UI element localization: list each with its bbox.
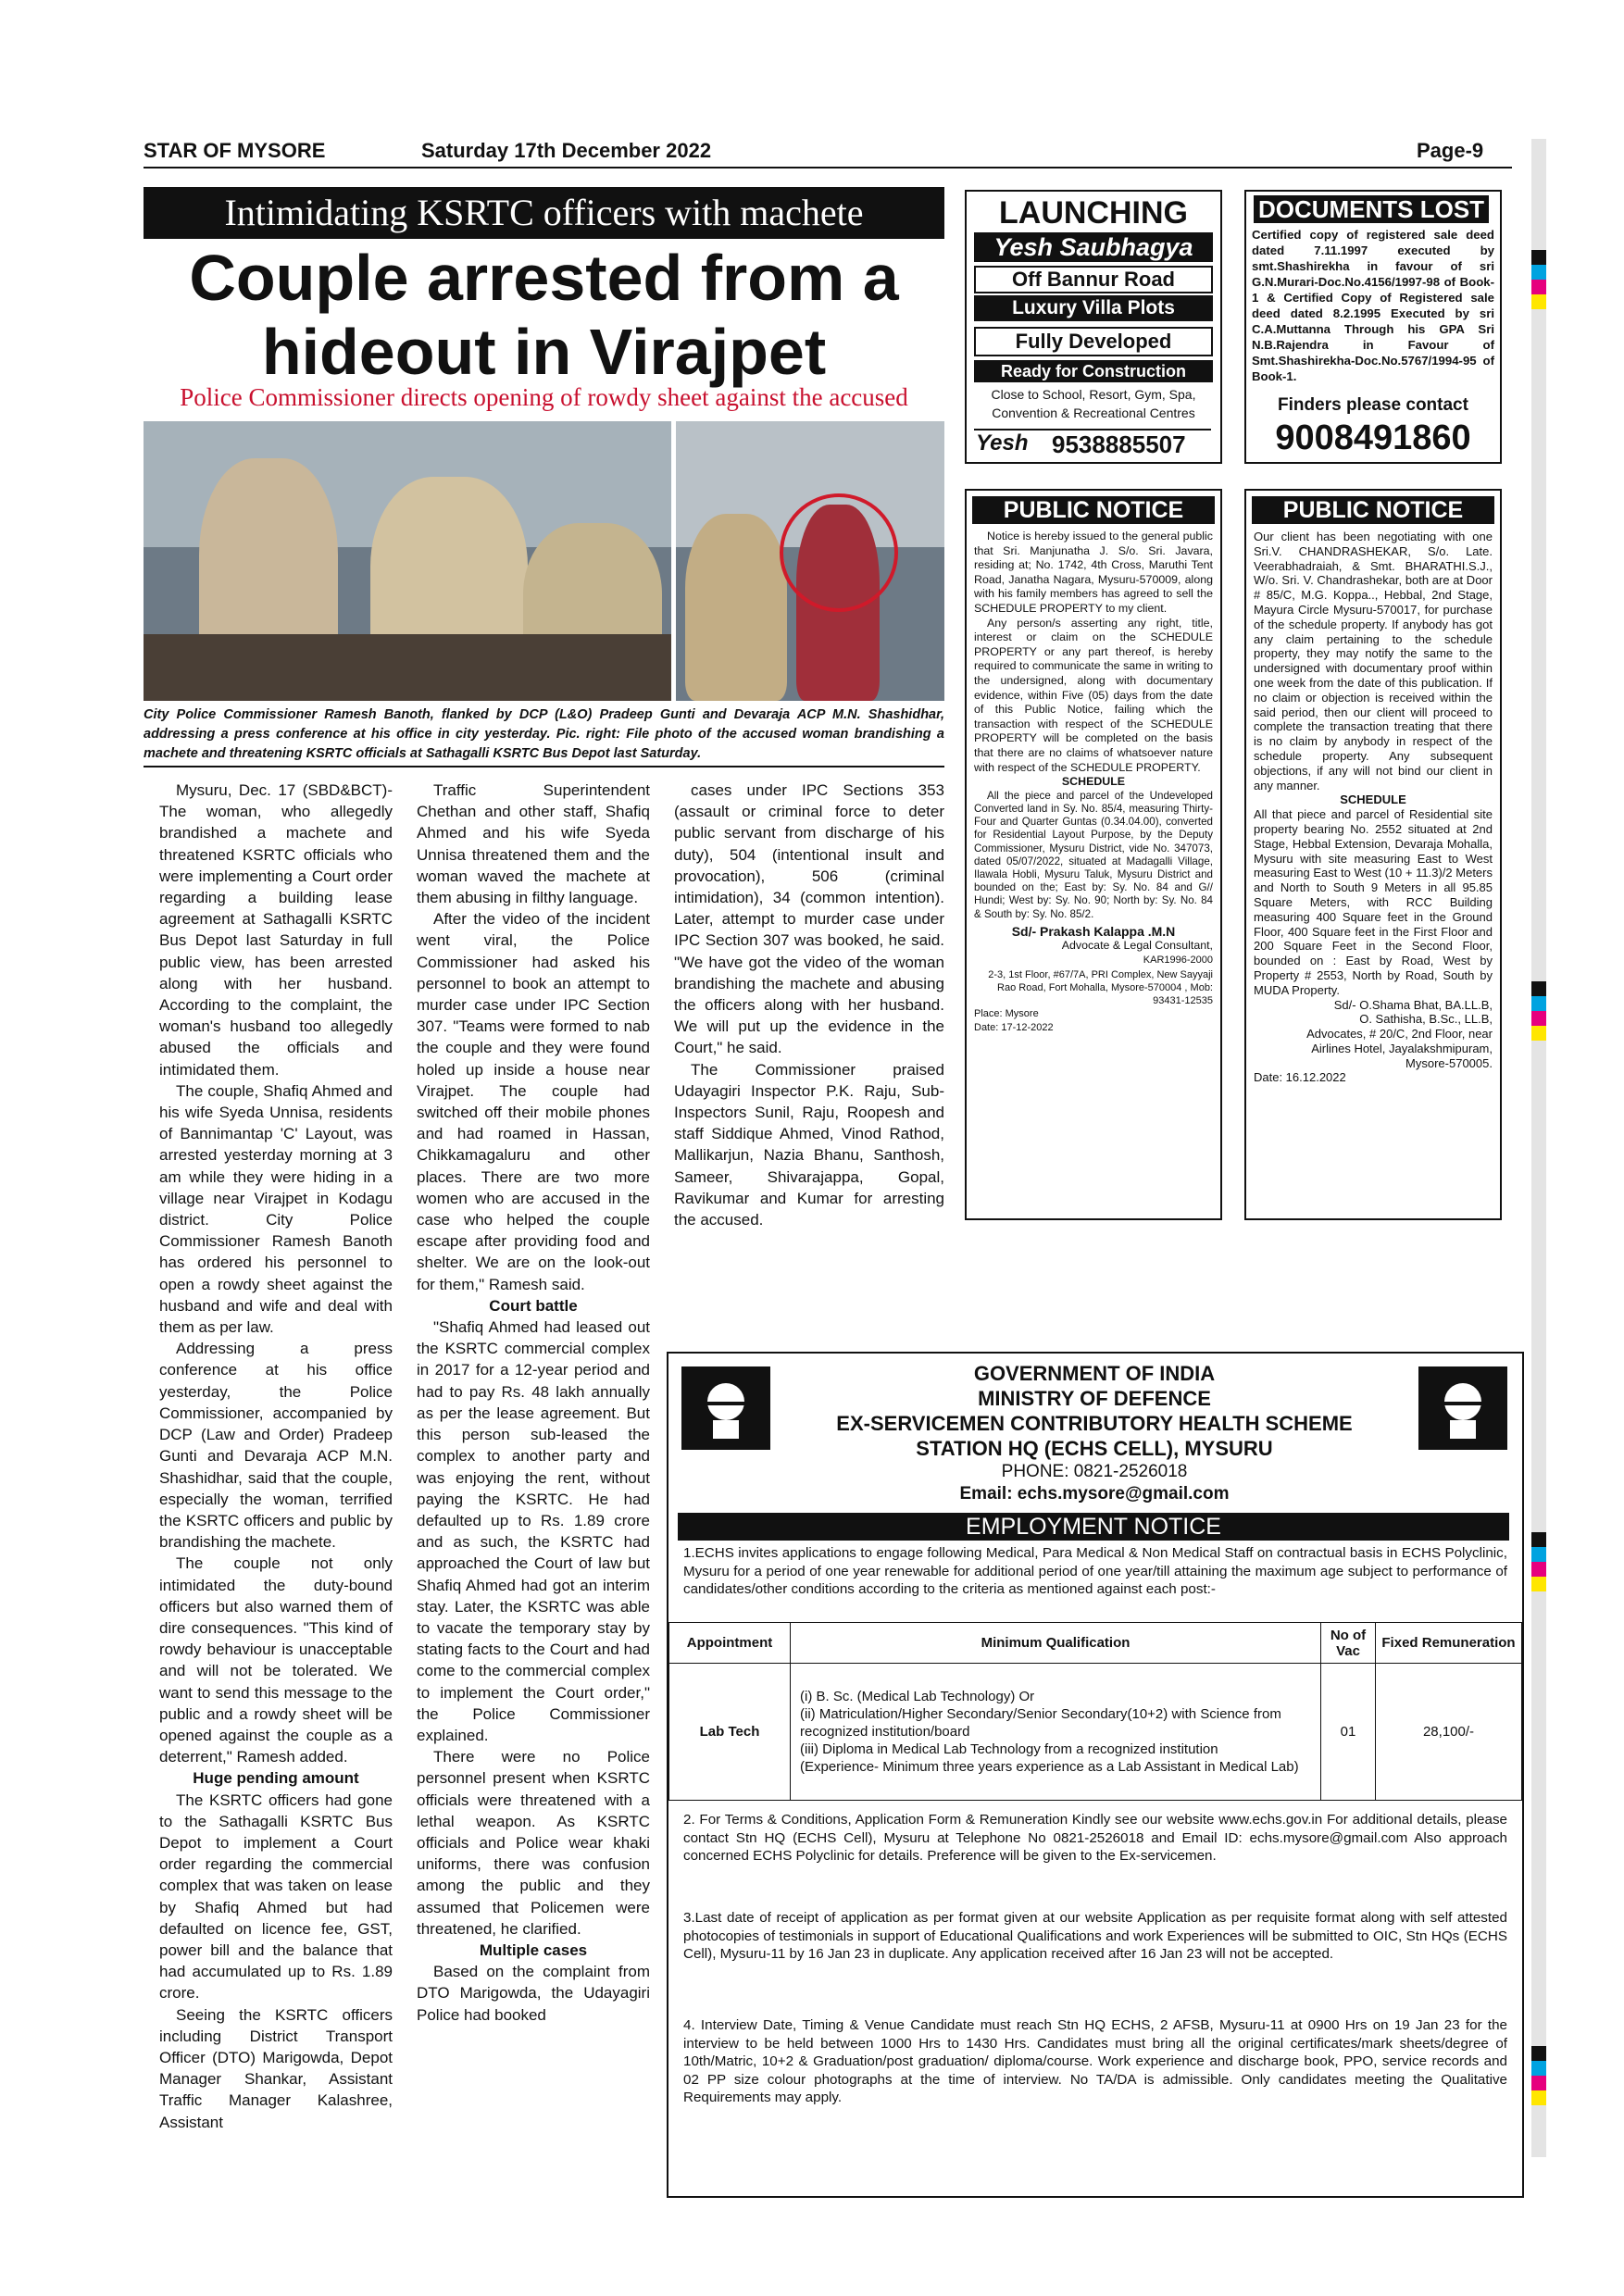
echs-para-3: 3.Last date of receipt of application as per format given at our website Application as per requisite format along with self attested photocopies of testimonials in support of Educational Qualifications and work Experiences will be submitted to OIC, Stn HQs (ECHS Cell), Mysuru-11 by 16 Jan 23 in duplicate. Any application received after 16 Jan 23 will not be accepted. [683, 1910, 1507, 1962]
echs-para-4: 4. Interview Date, Timing & Venue Candidate must reach Stn HQ ECHS, 2 AFSB, Mysuru-11 at 0900 Hrs on 19 Jan 23 for the interview to be held between 1000 Hrs to 1430 Hrs. Candidates must bring all the original certificates/mark sheets/degree of 10th/Matric, 10+2 & Graduation/post graduation/ diploma/course. Work experience and discharge book, PPO, service records and 02 PP size colour photographs at the time of interview. No TA/DA is admissible. Only candidates meeting the Qualitative Requirements may apply. [683, 2017, 1507, 2105]
ad-launch-road: Off Bannur Road [974, 266, 1213, 293]
color-registration-marks [1531, 250, 1546, 309]
documents-lost-ad [1244, 190, 1502, 464]
echs-para-2: 2. For Terms & Conditions, Application Form & Remuneration Kindly see our website www.echs.gov.in For additional details, please contact Stn HQ (ECHS Cell), Mysuru at Telephone No 0821-2526018 and Email ID: echs.mysore@gmail.com Also approach concerned ECHS Polyclinic for details. Preference will be given to the Ex-servicemen. [683, 1812, 1507, 1864]
ad-launch-developed: Fully Developed [974, 327, 1213, 356]
emblem-icon [1418, 1366, 1507, 1450]
color-registration-marks [1531, 981, 1546, 1041]
header-rule [144, 167, 1512, 168]
notice-schedule: All the piece and parcel of the Undeveloped Converted land in Sy. No. 85/4, measuring Thirty-Four and Quarter Guntas (0.34.04.00), converted for Residential Layout Purpose, by the Deputy Commissioner, Mysuru District, vide No. 347073, dated 05/07/2022, situated at Madagalli Village, Ilawala Hobli, Mysuru Taluk, Mysuru District and bounded on the; East by: Sy. No. 84 and G// Hundi; West by: Sy. No. 90; North by: Sy. No. 84 & South by: Sy. No. 85/2. [974, 789, 1213, 920]
th-appointment: Appointment [669, 1623, 791, 1664]
notice-address: Airlines Hotel, Jayalakshmipuram, [1311, 1041, 1493, 1055]
cell-qualification [791, 1664, 1321, 1801]
echs-scheme: EX-SERVICEMEN CONTRIBUTORY HEALTH SCHEME [836, 1412, 1353, 1435]
subheading: Multiple cases [479, 1940, 588, 1959]
story-column-3 [674, 780, 944, 1230]
notice-title: PUBLIC NOTICE [972, 496, 1215, 524]
story-column-2 [417, 780, 650, 2026]
notice-address: 2-3, 1st Floor, #67/7A, PRI Complex, New Sayyaji Rao Road, Fort Mohalla, Mysore-570004 , Mob: 93431-12535 [988, 968, 1213, 1006]
qualification-line: (i) B. Sc. (Medical Lab Technology) Or [800, 1689, 1035, 1704]
notice-signatory: Sd/- Prakash Kalappa .M.N [1011, 923, 1176, 939]
story-paragraph: The Commissioner praised Udayagiri Inspector P.K. Raju, Sub-Inspectors Sunil, Raju, Roopesh and staff Siddique Ahmed, Vinod Rathod, Mallikarjun, Nazia Bhanu, Santhosh, Sameer, Shivarajappa, Gopal, Ravikumar and Kumar for arresting the accused. [674, 1060, 944, 1229]
print-margin-bar [1531, 139, 1546, 2157]
subheading: Huge pending amount [193, 1769, 359, 1788]
story-paragraph: cases under IPC Sections 353 (assault or criminal force to deter public servant from discharge of his duty), 504 (intentional insult and provocation), 506 (criminal intimidation), 34 (common intention). Later, attempt to murder case under IPC Section 307 was booked, he said. "We have got the video of the woman brandishing the machete and abusing the officers along with her husband. We will put up the evidence in the Court," he said. [674, 781, 944, 1057]
page-number: Page-9 [1417, 139, 1484, 162]
ad-launch-feature-2: Convention & Recreational Centres [992, 406, 1195, 420]
emblem-icon [681, 1366, 770, 1450]
docs-lost-body: Certified copy of registered sale deed dated 7.11.1997 executed by smt.Shashirekha in favour of sri G.N.Murari-Doc.No.4156/1997-98 of Book-1 & Certified Copy of Registered sale deed dated 8.2.1995 Executed by sri C.A.Muttanna Through his GPA Sri N.B.Rajendra in Favour of Smt.Shashirekha-Doc.No.5767/1994-95 of Book-1. [1252, 228, 1494, 383]
echs-govt: GOVERNMENT OF INDIA [973, 1362, 1216, 1385]
ad-launch-ready: Ready for Construction [974, 360, 1213, 382]
story-paragraph: Mysuru, Dec. 17 (SBD&BCT)- The woman, who allegedly brandished a machete and threatened KSRTC officials who were implementing a Court order regarding a building lease agreement at Sathagalli KSRTC Bus Depot last Saturday in full public view, has been arrested along with her husband. According to the complaint, the woman's husband too allegedly abused the officials and intimidated them. [159, 781, 393, 1079]
notice-address: Advocates, # 20/C, 2nd Floor, near [1306, 1027, 1493, 1042]
story-kicker: Intimidating KSRTC officers with machete [144, 187, 944, 239]
notice-signatory: Sd/- O.Shama Bhat, BA.LL.B, [1333, 997, 1493, 1012]
story-subhead: Police Commissioner directs opening of rowdy sheet against the accused [180, 383, 908, 411]
notice-date: Date: 16.12.2022 [1254, 1070, 1346, 1085]
press-conference-photo [144, 421, 671, 701]
notice-role: Advocate & Legal Consultant, [1061, 939, 1213, 953]
vacancy-table [668, 1622, 1522, 1801]
ad-launch-phone: 9538885507 [1052, 430, 1186, 458]
notice-date: Date: 17-12-2022 [974, 1022, 1054, 1034]
qualification-line: (iii) Diploma in Medical Lab Technology from a recognized institution [800, 1741, 1218, 1757]
ad-launch-title: LAUNCHING [999, 195, 1188, 231]
color-registration-marks [1531, 1532, 1546, 1591]
yesh-logo-icon: Yesh [976, 430, 1029, 455]
echs-phone: PHONE: 0821-2526018 [1001, 1462, 1188, 1481]
notice-paragraph: Any person/s asserting any right, title, interest or claim on the SCHEDULE PROPERTY or any part thereof, is hereby required to communicate the same in writing to the undersigned, along with documentary evidence, within Five (05) days from the date of this Public Notice, failing which the transaction with respect of the SCHEDULE PROPERTY will be completed on the basis that there are no claims of whatsoever nature with respect of the SCHEDULE PROPERTY. [974, 616, 1213, 774]
public-notice-2 [1244, 489, 1502, 1220]
notice-paragraph: Notice is hereby issued to the general public that Sri. Manjunatha J. S/o. Sri. Javara, residing at; No. 1742, 4th Cross, Maruthi Tent Road, Janatha Nagara, Mysuru-570009, along with his family members has agreed to sell the SCHEDULE PROPERTY to my client. [974, 530, 1213, 615]
launching-ad [965, 190, 1222, 464]
cell-appointment: Lab Tech [669, 1664, 791, 1801]
notice-reg: KAR1996-2000 [1143, 954, 1213, 966]
docs-lost-phone: 9008491860 [1275, 418, 1471, 457]
story-paragraph: Seeing the KSRTC officers including District Transport Officer (DTO) Marigowda, Depot Manager Shankar, Assistant Traffic Manager Kalashree, Assistant [159, 2005, 393, 2131]
th-qualification: Minimum Qualification [791, 1623, 1321, 1664]
story-paragraph: "Shafiq Ahmed had leased out the KSRTC commercial complex in 2017 for a 12-year period and had to pay Rs. 48 lakh annually as per the lease agreement. But this person sub-leased the complex to another party and was enjoying the rent, without paying the KSRTC. He had defaulted up to Rs. 1.89 crore and as such, the KSRTC had approached the Court of law but Shafiq Ahmed had got an interim stay. Later, the KSRTC was able to vacate the temporary stay by stating facts to the Court and had come to the commercial complex to implement the Court order," the Police Commissioner explained. [417, 1318, 650, 1744]
story-paragraph: The couple not only intimidated the duty-bound officers but also warned them of dire consequences. "This kind of rowdy behaviour is unacceptable and will not be tolerated. We want to send this message to the public and a rowdy sheet will be opened against the couple as a deterrent," Ramesh added. [159, 1554, 393, 1766]
echs-email: Email: echs.mysore@gmail.com [959, 1484, 1230, 1504]
docs-lost-title: DOCUMENTS LOST [1254, 195, 1489, 223]
notice-paragraph: Our client has been negotiating with one Sri.V. CHANDRASHEKAR, S/o. Late. Veerabhadraiah, & Smt. BHARATHI.S.J., W/o. Sri. V. Chandrashekar, both are at Door # 85/C, M.G. Koppa.., Hebbal, 2nd Stage, Mayura Circle Mysuru-570017, for purchase of the schedule property. If anybody has got any claim pertaining to the schedule property, they may notify the same to the undersigned with documentary proof within one week from the date of this publication. If no claim or objection is received within the said period, then our client will proceed to complete the transaction treating that there is no claim by anybody in respect of the schedule property. Any subsequent objections, if any will not bind our client in any manner. [1254, 530, 1493, 792]
echs-employment-notice [667, 1352, 1524, 2198]
story-headline: Couple arrested from a hideout in Virajpet [189, 242, 899, 388]
qualification-line: (ii) Matriculation/Higher Secondary/Senior Secondary(10+2) with Science from recognized institution/board [800, 1706, 1281, 1740]
paper-name: STAR OF MYSORE [144, 139, 326, 162]
notice-schedule: All that piece and parcel of Residential site property bearing No. 2552 situated at 2nd Stage, Hebbal Extension, Devaraja Mohalla, Mysuru with site measuring East to West measuring East to West (10 + 11.3)/2 Meters and North to South 9 Meters in all 95.85 Square Meters, with RCC Building measuring 400 Square feet in the Ground Floor, 400 Square feet in the First Floor and 200 Square Feet in the Second Floor, bounded on : East by Road, West by Property # 2553, North by Road, South by MUDA Property. [1254, 807, 1493, 997]
public-notice-1 [965, 489, 1222, 1220]
th-vacancies: No of Vac [1321, 1623, 1376, 1664]
story-paragraph: Based on the complaint from DTO Marigowda, the Udayagiri Police had booked [417, 1963, 650, 2024]
cell-vacancies: 01 [1321, 1664, 1376, 1801]
story-paragraph: There were no Police personnel present when KSRTC officials were threatened with a lethal weapon. As KSRTC officials and Police wear khaki uniforms, there was confusion among the public and they assumed that Policemen were threatened, he clarified. [417, 1748, 650, 1938]
ad-launch-plots: Luxury Villa Plots [974, 295, 1213, 321]
ad-launch-feature-1: Close to School, Resort, Gym, Spa, [991, 387, 1196, 402]
story-paragraph: Traffic Superintendent Chethan and other staff, Shafiq Ahmed and his wife Syeda Unnisa threatened them and the woman waved the machete at them abusing in filthy language. [417, 781, 650, 907]
notice-schedule-title: SCHEDULE [1061, 775, 1126, 789]
employment-banner: EMPLOYMENT NOTICE [678, 1513, 1509, 1541]
notice-title: PUBLIC NOTICE [1252, 496, 1494, 524]
notice-address: Mysore-570005. [1405, 1055, 1493, 1070]
issue-date: Saturday 17th December 2022 [421, 139, 712, 162]
cell-remuneration: 28,100/- [1376, 1664, 1522, 1801]
subheading: Court battle [489, 1296, 578, 1315]
machete-woman-photo [676, 421, 944, 701]
echs-intro: 1.ECHS invites applications to engage following Medical, Para Medical & Non Medical Staff on contractual basis in ECHS Polyclinic, Mysuru for a period of one year renewable for additional period of one year/till attaining the maximum age subject to performance of candidates/other conditions according to the criteria as mentioned against each post:- [683, 1545, 1507, 1597]
notice-signatory: O. Sathisha, B.Sc., LL.B, [1359, 1012, 1493, 1027]
photo-caption: City Police Commissioner Ramesh Banoth, flanked by DCP (L&O) Pradeep Gunti and Devaraja ACP M.N. Shashidhar, addressing a press conference at his office in city yesterday. Pic. right: File photo of the accused woman brandishing a machete and threatening KSRTC officials at Sathagalli KSRTC Bus Depot last Saturday. [144, 705, 944, 767]
color-registration-marks [1531, 2046, 1546, 2105]
story-column-1 [159, 780, 393, 2133]
story-paragraph: The KSRTC officers had gone to the Sathagalli KSRTC Bus Depot to implement a Court order regarding the commercial complex that was taken on lease by Shafiq Ahmed but had defaulted on licence fee, GST, power bill and the balance that had accumulated up to Rs. 1.89 crore. [159, 1791, 393, 2003]
story-paragraph: The couple, Shafiq Ahmed and his wife Syeda Unnisa, residents of Bannimantap 'C' Layout, was arrested yesterday morning at 3 am while they were hiding in a village near Virajpet in Kodagu district. City Police Commissioner Ramesh Banoth has ordered his personnel to open a rowdy sheet against the husband and wife and deal with them as per law. [159, 1081, 393, 1337]
th-remuneration: Fixed Remuneration [1376, 1623, 1522, 1664]
echs-station: STATION HQ (ECHS CELL), MYSURU [916, 1437, 1273, 1460]
ad-launch-project: Yesh Saubhagya [974, 232, 1213, 262]
echs-ministry: MINISTRY OF DEFENCE [978, 1387, 1211, 1410]
notice-place: Place: Mysore [974, 1007, 1039, 1019]
story-paragraph: Addressing a press conference at his office yesterday, the Police Commissioner, accompanied by DCP (Law and Order) Pradeep Gunti and Devaraja ACP M.N. Shashidhar, said that the couple, especially the woman, terrified the KSRTC officers and public by brandishing the machete. [159, 1340, 393, 1552]
docs-lost-finders: Finders please contact [1278, 395, 1468, 415]
notice-schedule-title: SCHEDULE [1340, 792, 1406, 807]
qualification-line: (Experience- Minimum three years experience as a Lab Assistant in Medical Lab) [800, 1759, 1299, 1775]
story-paragraph: After the video of the incident went viral, the Police Commissioner had asked his personnel to book an attempt to murder case under IPC Section 307. "Teams were formed to nab the couple and they were found holed up inside a house near Virajpet. The couple had switched off their mobile phones and had roamed in Hassan, Chikkamagaluru and other places. There are two more women who are accused in the case who helped the couple escape after providing food and shelter. We are on the look-out for them," Ramesh said. [417, 910, 650, 1293]
